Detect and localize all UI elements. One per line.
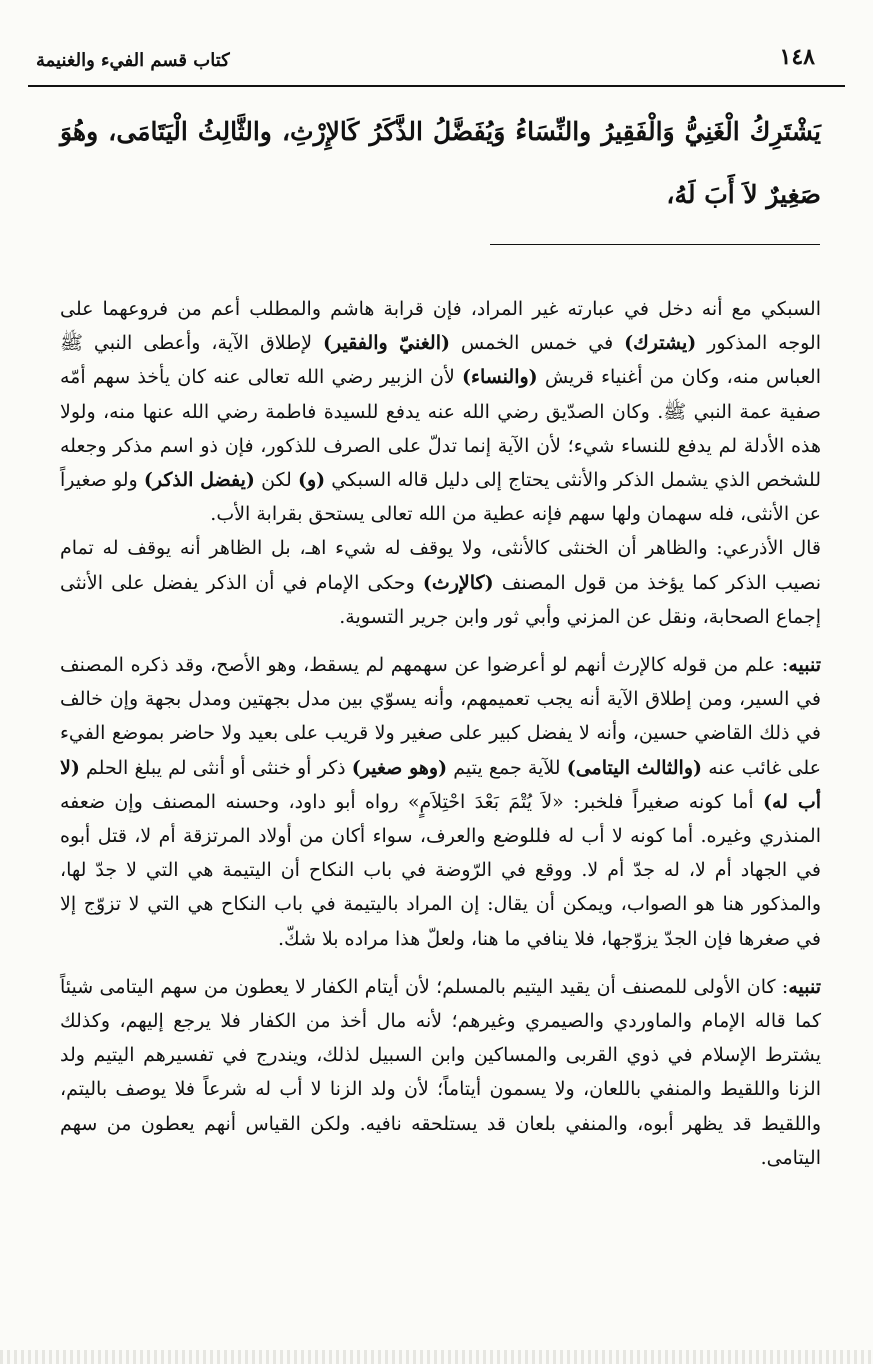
paragraph-3-note [60, 648, 821, 956]
text-run: السبكي مع أنه دخل في عبارته غير المراد، فإن قرابة هاشم والمطلب أعم من فروعهما على الوجه المذكور [60, 298, 821, 355]
note-label: تنبيه [788, 654, 821, 677]
paragraph-1 [60, 292, 821, 531]
text-run: وحكى الإمام في أن الذكر يفضل على الأنثى إجماع الصحابة، ونقل عن المزني وأبي ثور وابن جرير التسوية. [60, 571, 821, 628]
running-header [28, 40, 845, 84]
text-run: لأن الزبير رضي الله تعالى عنه كان يأخذ سهم أمّه صفية عمة النبي ﷺ. وكان الصدّيق رضي الله عنه يدفع للسيدة فاطمة رضي الله عنها منه، ولولا هذه الأدلة لم يدفع للنساء شيء؛ لأن الآية إنما تدلّ على الصرف للذكور، فإن ذو اسم مذكر وجعله للشخص الذي يشمل الذكر والأنثى يحتاج إلى دليل قاله السبكي [60, 366, 821, 492]
paragraph-4-note [60, 970, 821, 1175]
text-run: : علم من قوله كالإرث أنهم لو أعرضوا عن سهمهم لم يسقط، وهو الأصح، وقد ذكره المصنف في السير، ومن إطلاق الآية أنه يجب تعميمهم، وأنه يسوّي بين مدل بجهتين ومدل بجهة وإن خالف في ذلك القاضي حسين، وأنه لا يفضل كبير على صغير ولا قريب على بعيد ولا حاضر بموضع الفيء على غائب عنه [60, 654, 821, 779]
matn-keyword: (وهو صغير) [351, 756, 448, 779]
matn-keyword: (يشترك) [624, 332, 697, 355]
text-run: ولو صغيراً عن الأنثى، فله سهمان ولها سهم فإنه عطية من الله تعالى يستحق بقرابة الأب. [60, 469, 821, 526]
matn-text: يَشْتَرِكُ الْغَنِيُّ وَالْفَقِيرُ والنِّسَاءُ وَيُفَضَّلُ الذَّكَرُ كَالإِرْثِ، والثَّالِثُ الْيَتَامَى، وهُوَ صَغِيرٌ لاَ أَبَ لَهُ، [60, 117, 821, 209]
scan-edge-noise [0, 1350, 873, 1364]
text-run: : كان الأولى للمصنف أن يقيد اليتيم بالمسلم؛ لأن أيتام الكفار لا يعطون من سهم اليتامى شيئاً كما قاله الإمام والماوردي والصيمري وغيرهم؛ لأنه مال أخذ من الكفار فلا يرجع إليهم، وكذلك يشترط الإسلام في ذوي القربى والمساكين وابن السبيل لذلك، ويندرج في تفسيرهم اليتيم ولد الزنا واللقيط والمنفي باللعان، ولا يسمون أيتاماً؛ لأن ولد الزنا لا أب له شرعاً فلا يوصف باليتم، واللقيط قد يظهر أبوه، والمنفي بلعان قد يستلحقه نافيه. ولكن القياس أنهم يعطون من سهم اليتامى. [60, 975, 821, 1169]
text-run: ذكر أو خنثى أو أنثى لم يبلغ الحلم [79, 756, 352, 779]
text-run: للآية جمع يتيم [447, 756, 567, 779]
matn-keyword: (الغنيّ والفقير) [322, 332, 450, 355]
header-rule [28, 85, 845, 87]
text-run: أما كونه صغيراً فلخبر: «لاَ يُتْمَ بَعْدَ احْتِلاَمٍ» رواه أبو داود، وحسنه المصنف وإن ضعفه المنذري وغيره. أما كونه لا أب له فللوضع والعرف، سواء أكان من أولاد المرتزقة أم لا، قتل أبوه في الجهاد أم لا، له جدّ أم لا. ووقع في الرّوضة في باب النكاح أن اليتيمة هي التي لا جدّ لها، والمذكور هنا هو الصواب، ويمكن أن يقال: إن المراد باليتيمة في باب النكاح هي التي لا تزوّج إلا في صغرها فإن الجدّ يزوّجها، فلا ينافي ما هنا، ولعلّ هذا مراده بلا شكّ. [60, 790, 821, 950]
matn-keyword: (كالإرث) [422, 571, 494, 594]
text-run: لإطلاق الآية، وأعطى النبي ﷺ العباس منه، وكان من أغنياء قريش [60, 332, 821, 389]
text-run: في خمس الخمس [449, 332, 625, 355]
matn-keyword: (يفضل الذكر) [143, 469, 255, 492]
matn-keyword: (والثالث اليتامى) [566, 756, 703, 779]
page-number: ١٤٨ [779, 44, 815, 70]
note-label: تنبيه [788, 975, 821, 998]
book-chapter-title: كتاب قسم الفيء والغنيمة [36, 50, 230, 71]
paragraph-2 [60, 531, 821, 634]
commentary-body [60, 292, 821, 1175]
text-run: لكن [254, 469, 298, 492]
matn-commentary-separator [490, 244, 820, 245]
matn-keyword: (لا أب له) [60, 756, 821, 813]
matn-keyword: (والنساء) [462, 366, 538, 389]
text-run: قال الأذرعي: والظاهر أن الخنثى كالأنثى، ولا يوقف له شيء اهـ، بل الظاهر أنه يوقف له تمام نصيب الذكر كما يؤخذ من قول المصنف [60, 537, 821, 594]
matn-keyword: (و) [297, 469, 326, 492]
